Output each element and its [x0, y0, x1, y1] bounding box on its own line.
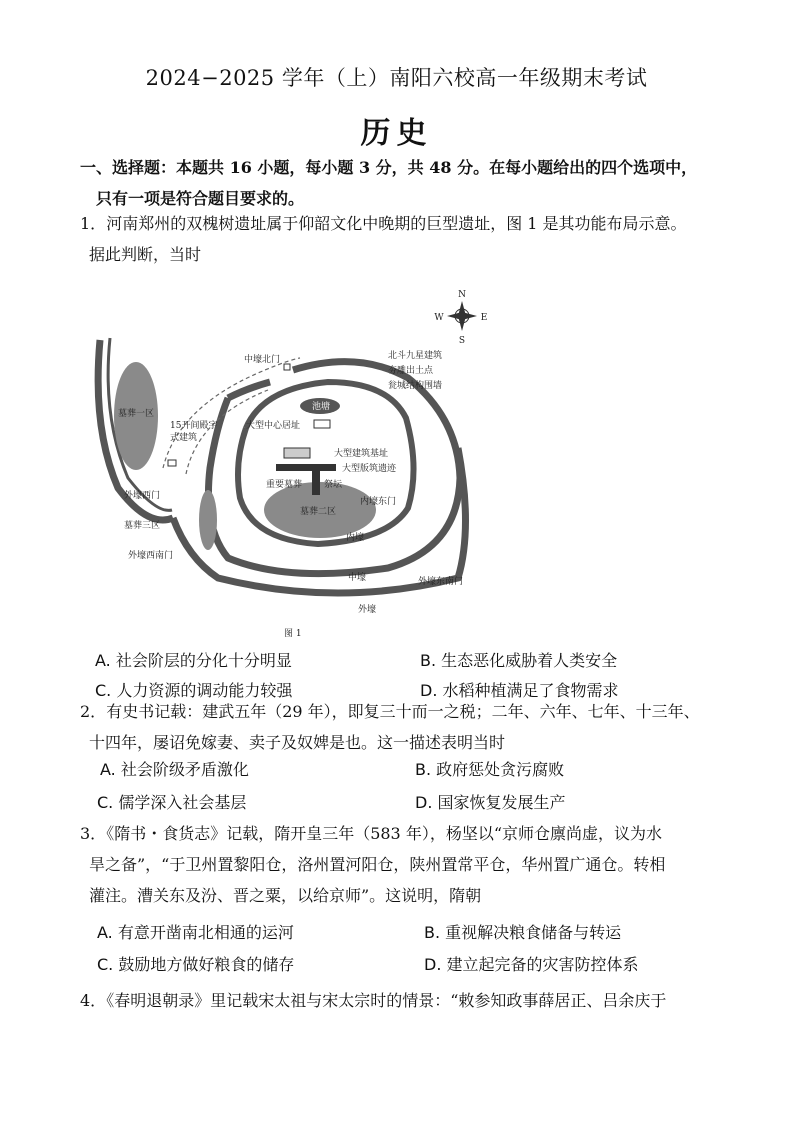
option-c: C. 鼓励地方做好粮食的储存	[97, 955, 295, 974]
question-stem-cont: 据此判断，当时	[89, 245, 202, 264]
option-a: A. 社会阶层的分化十分明显	[95, 651, 292, 670]
label-hall15b: 式建筑	[170, 433, 198, 443]
label-dazhongxin: 大型中心居址	[246, 421, 301, 431]
option-a: A. 社会阶级矛盾激化	[100, 760, 249, 779]
label-beidou: 北斗九星建筑	[388, 351, 443, 361]
label-neihao: 内壕	[346, 533, 365, 543]
option-d: D. 建立起完备的灾害防控体系	[424, 955, 639, 974]
section-line-1: 一、选择题：本题共 16 小题，每小题 3 分，共 48 分。在每小题给出的四个选项中，	[80, 158, 698, 177]
label-cemetery-1: 墓葬一区	[118, 409, 155, 419]
option-a: A. 有意开凿南北相通的运河	[97, 923, 294, 942]
label-zhongyao: 重要墓葬	[266, 480, 303, 490]
question-stem: 河南郑州的双槐树遗址属于仰韶文化中晚期的巨型遗址，图 1 是其功能布局示意。	[106, 214, 687, 233]
section-line-2: 只有一项是符合题目要求的。	[96, 189, 305, 208]
label-zhonghao: 中壕	[348, 573, 367, 583]
label-cemetery-2: 墓葬二区	[300, 507, 337, 517]
question-stem-cont: 十四年，屡诏免嫁妻、卖子及奴婢是也。这一描述表明当时	[89, 733, 506, 752]
option-d: D. 水稻种植满足了食物需求	[420, 681, 619, 700]
question-stem: 《隋书・食货志》记载，隋开皇三年（583 年），杨坚以“京师仓廪尚虚，议为水	[106, 824, 662, 843]
label-waihao-xinanmen: 外壕西南门	[128, 551, 174, 561]
compass-rose-icon	[434, 290, 487, 346]
question-4	[80, 985, 740, 1016]
question-3	[80, 818, 740, 911]
compass-n: N	[458, 290, 466, 300]
exam-title: 2024−2025 学年（上）南阳六校高一年级期末考试	[145, 66, 648, 90]
gate-west-outer	[168, 460, 176, 466]
label-cemetery-3: 墓葬三区	[124, 521, 161, 531]
question-2	[80, 696, 740, 758]
option-b: B. 重视解决粮食储备与转运	[424, 923, 622, 942]
big-foundation	[284, 448, 310, 458]
cemetery-3-area	[199, 490, 217, 550]
question-stem: 《春明退朝录》里记载宋太祖与宋太宗时的情景：“敕参知政事薛居正、吕余庆于	[106, 991, 667, 1010]
option-b: B. 政府惩处贪污腐败	[415, 760, 565, 779]
label-zhonghao-beimen: 中壕北门	[244, 355, 281, 365]
question-stem: 有史书记载：建武五年（29 年），即复三十而一之税；二年、六年、七年、十三年、	[106, 702, 700, 721]
option-d: D. 国家恢复发展生产	[415, 793, 566, 812]
label-dajianzhu: 大型建筑基址	[334, 449, 389, 459]
central-residence	[314, 420, 330, 428]
subject-title: 历史	[360, 116, 433, 151]
gate-north-middle	[284, 364, 290, 370]
label-pond: 池塘	[312, 402, 331, 412]
question-number: 2．	[80, 702, 107, 721]
label-jitan: 祭坛	[324, 480, 343, 490]
altar	[312, 471, 320, 495]
section-heading	[80, 152, 730, 214]
question-1	[80, 208, 740, 270]
compass-e: E	[480, 313, 488, 323]
label-tandiao: 夯雕出土点	[388, 366, 434, 376]
label-waihao-dongnanmen: 外壕东南门	[418, 577, 464, 587]
label-waihao: 外壕	[358, 605, 377, 615]
figure-caption: 图 1	[284, 629, 302, 639]
question-stem-cont: 旱之备”，“于卫州置黎阳仓，洛州置河阳仓，陕州置常平仓，华州置广通仓。转相	[89, 855, 666, 874]
question-number: 3．	[80, 824, 107, 843]
rammed-earth-bar	[276, 464, 336, 471]
label-dabanzhu: 大型版筑遗迹	[342, 464, 397, 474]
option-c: C. 儒学深入社会基层	[97, 793, 247, 812]
label-hall15: 15开间殿宇	[170, 421, 218, 431]
question-number: 4．	[80, 991, 107, 1010]
site-layout-map	[88, 278, 508, 640]
label-waihao-ximen: 外壕西门	[124, 491, 161, 501]
dashed-route	[163, 358, 300, 468]
question-stem-cont: 灌注。漕关东及汾、晋之粟，以给京师”。这说明，隋朝	[89, 886, 482, 905]
label-neihao-dongmen: 内壕东门	[360, 497, 397, 507]
compass-s: S	[458, 336, 466, 346]
label-wengcheng: 瓮城结构围墙	[388, 381, 443, 391]
option-b: B. 生态恶化威胁着人类安全	[420, 651, 618, 670]
question-number: 1．	[80, 214, 107, 233]
option-c: C. 人力资源的调动能力较强	[95, 681, 293, 700]
compass-w: W	[434, 313, 444, 323]
